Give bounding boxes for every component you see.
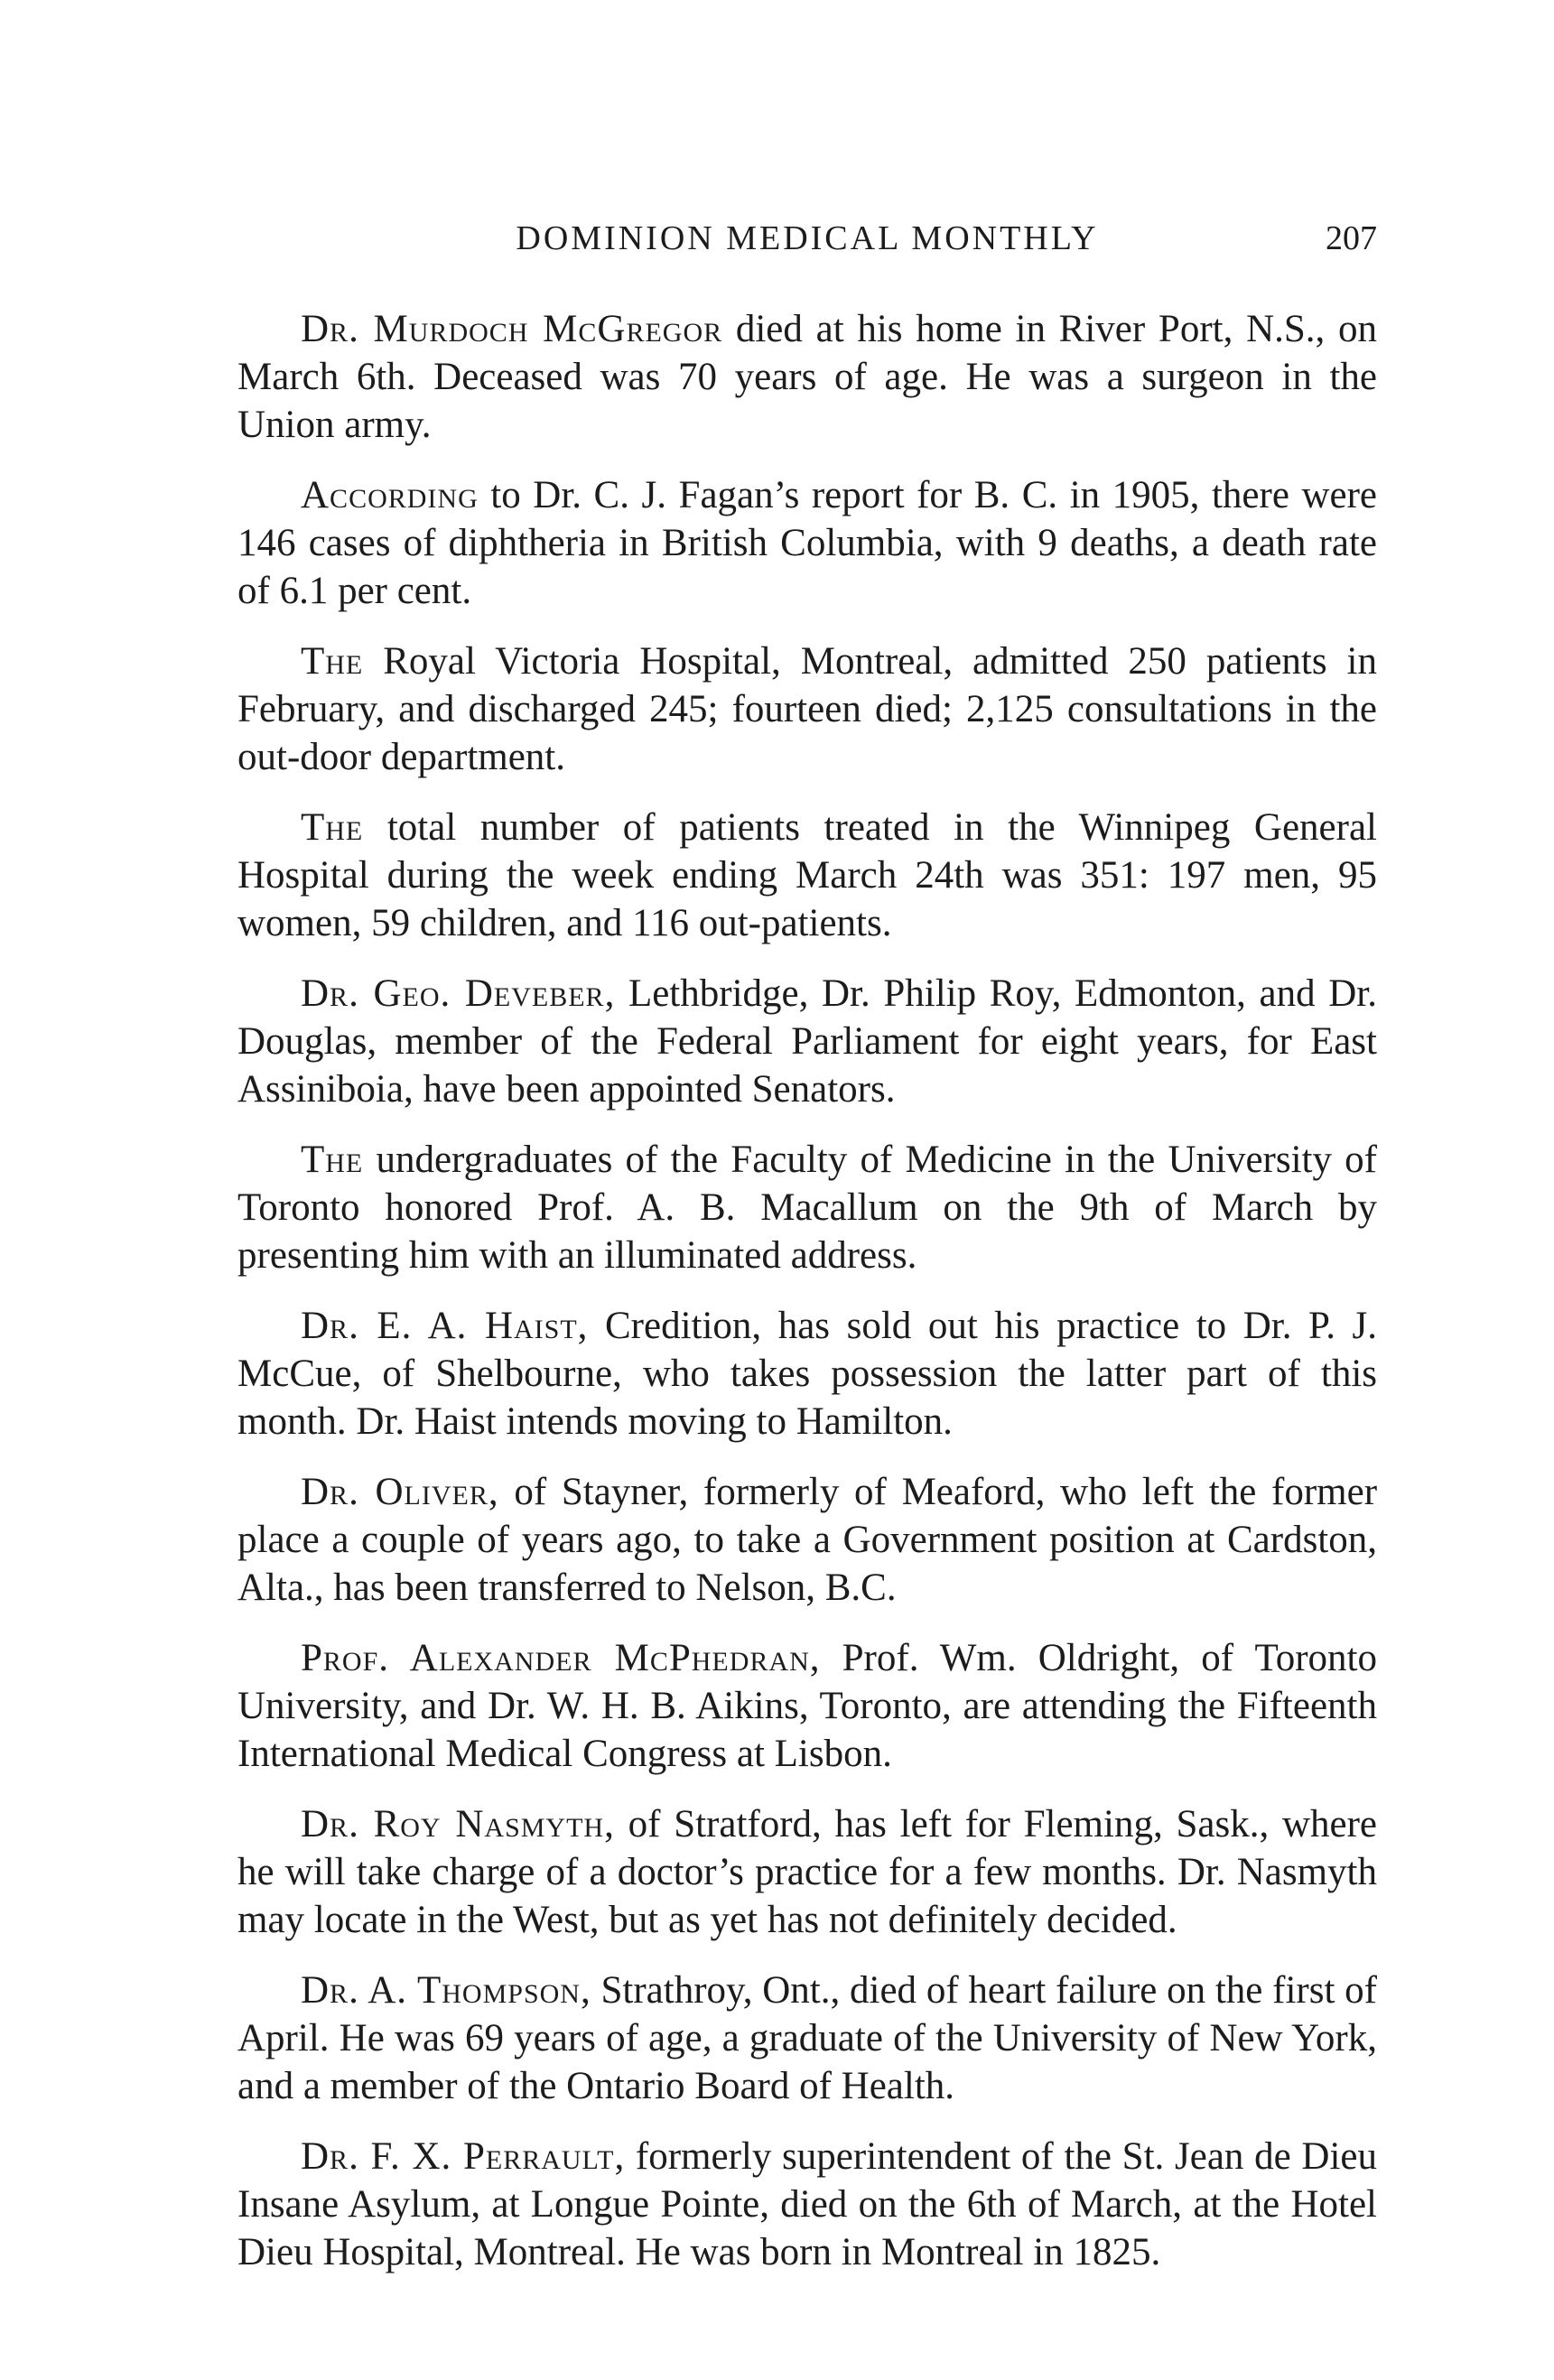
news-item-text: total number of patients treated in the Winnipeg General Hospital during the week ending March 24th was 351: 197 men, 95 women, 59 children, and 116 out-patients. <box>237 806 1377 944</box>
news-item-lead: The <box>301 806 364 849</box>
news-item-lead: Dr. F. X. Perrault, <box>301 2135 626 2178</box>
news-item-lead: Dr. A. Thompson, <box>301 1969 591 2012</box>
news-item-lead: Dr. Murdoch McGregor <box>301 308 723 350</box>
news-item-text: of Stratford, has left for Fleming, Sask., where he will take charge of a doctor’s practice for a few months. Dr. Nasmyth may locate in the West, but as yet has not definitely decided. <box>237 1803 1378 1941</box>
news-item-lead: Dr. Geo. Deveber, <box>301 972 616 1015</box>
news-item-perrault <box>237 2133 1377 2276</box>
news-item-lead: The <box>301 640 364 683</box>
running-title: DOMINION MEDICAL MONTHLY <box>516 219 1099 257</box>
page-number: 207 <box>1326 219 1377 257</box>
news-item-mcgregor <box>237 305 1377 449</box>
news-item-senators <box>237 970 1377 1113</box>
news-item-thompson <box>237 1966 1377 2110</box>
news-item-text: undergraduates of the Faculty of Medicine in the University of Toronto honored Prof. A. B. Macallum on the 9th of March by presenting him with an illuminated address. <box>237 1139 1377 1277</box>
news-item-text: died at his home in River Port, N.S., on March 6th. Deceased was 70 years of age. He was a surgeon in the Union army. <box>237 308 1378 446</box>
news-item-text: Royal Victoria Hospital, Montreal, admitted 250 patients in February, and discharged 245; fourteen died; 2,125 consultations in the out-door department. <box>237 640 1377 778</box>
news-item-macallum <box>237 1136 1377 1279</box>
news-item-royal-victoria <box>237 637 1377 781</box>
page-header <box>237 209 1377 267</box>
news-item-lead: Dr. Oliver, <box>301 1471 499 1513</box>
news-item-text: of Stayner, formerly of Meaford, who left the former place a couple of years ago, to take a Government position at Cardston, Alta., has been transferred to Nelson, B.C. <box>237 1471 1378 1609</box>
news-item-lead: Dr. E. A. Haist, <box>301 1305 589 1347</box>
news-item-text: to Dr. C. J. Fagan’s report for B. C. in 1905, there were 146 cases of diphtheria in British Columbia, with 9 deaths, a death rate of 6.1 per cent. <box>237 474 1377 612</box>
news-item-mcphedran <box>237 1634 1377 1778</box>
news-item-text: Lethbridge, Dr. Philip Roy, Edmonton, and Dr. Douglas, member of the Federal Parliament for eight years, for East Assiniboia, have been appointed Senators. <box>237 972 1377 1111</box>
news-item-winnipeg-general <box>237 804 1377 947</box>
news-item-lead: Dr. Roy Nasmyth, <box>301 1803 615 1845</box>
news-item-nasmyth <box>237 1800 1377 1944</box>
news-column <box>237 305 1377 2299</box>
news-item-text: formerly superintendent of the St. Jean de Dieu Insane Asylum, at Longue Pointe, died on the 6th of March, at the Hotel Dieu Hospital, Montreal. He was born in Montreal in 1825. <box>237 2135 1377 2273</box>
news-item-oliver <box>237 1468 1377 1612</box>
news-item-text: Prof. Wm. Oldright, of Toronto University, and Dr. W. H. B. Aikins, Toronto, are attending the Fifteenth International Medical Congress at Lisbon. <box>237 1637 1377 1775</box>
news-item-lead: The <box>301 1139 364 1181</box>
news-item-lead: According <box>301 474 479 516</box>
news-item-lead: Prof. Alexander McPhedran, <box>301 1637 821 1679</box>
news-item-text: Strathroy, Ont., died of heart failure on the first of April. He was 69 years of age, a graduate of the University of New York, and a member of the Ontario Board of Health. <box>237 1969 1378 2107</box>
news-item-text: Credition, has sold out his practice to Dr. P. J. McCue, of Shelbourne, who takes possession the latter part of this month. Dr. Haist intends moving to Hamilton. <box>237 1305 1377 1443</box>
news-item-haist <box>237 1302 1377 1446</box>
news-item-diphtheria-report <box>237 471 1377 615</box>
